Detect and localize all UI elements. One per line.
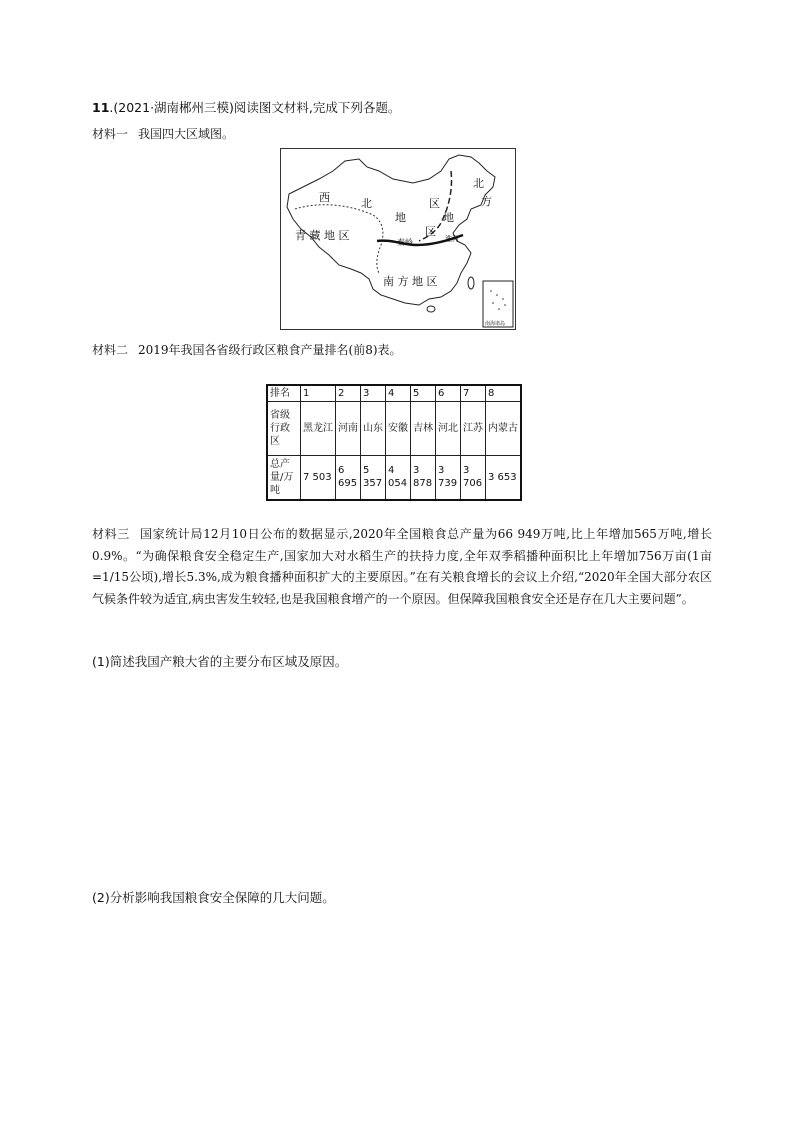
province-cell: 江苏 [461,402,486,456]
map-label-bei2: 北 [473,177,484,190]
island-taiwan [468,277,474,289]
province-cell: 吉林 [411,402,436,456]
province-cell: 内蒙古 [486,402,522,456]
map-label-di1: 地 [395,211,406,224]
map-label-bei: 北 [361,197,372,210]
output-cell: 3 739 [436,456,461,500]
output-cell: 3 706 [461,456,486,500]
map-label-huaihe: 淮河 [445,235,459,243]
province-cell: 河南 [336,402,361,456]
output-cell: 7 503 [301,456,336,500]
rank-cell: 3 [361,385,386,402]
rank-cell: 6 [436,385,461,402]
map-drawing [281,149,515,329]
table-row-output [267,456,521,500]
question-number: 11 [92,100,110,115]
material2-text: 2019年我国各省级行政区粮食产量排名(前8)表。 [138,343,402,357]
map-label-inset: 南海诸岛 [485,321,506,327]
map-label-qu1: 区 [429,197,440,210]
table-header-output: 总产量/万吨 [267,456,301,500]
map-label-fang: 方 [481,195,492,208]
material2-label: 材料二 [92,343,129,357]
map-label-di2: 地 [443,211,454,224]
province-cell: 黑龙江 [301,402,336,456]
map-label-xi: 西 [319,191,330,204]
island-hainan [427,306,435,312]
output-cell: 4 054 [386,456,411,500]
material2-caption [92,341,402,359]
output-cell: 6 695 [336,456,361,500]
rank-cell: 1 [301,385,336,402]
sub-question-2: (2)分析影响我国粮食安全保障的几大问题。 [92,890,335,905]
question-header [92,99,712,117]
grain-output-table [266,384,522,501]
table-row-province [267,402,521,456]
rank-cell: 8 [486,385,522,402]
material1-text: 我国四大区域图。 [138,127,235,141]
china-regions-map [280,148,516,330]
province-cell: 山东 [361,402,386,456]
map-label-nanfang: 南 方 地 区 [383,275,438,288]
material3-label: 材料三 [92,527,130,541]
output-cell: 3 878 [411,456,436,500]
map-label-qingzang: 青 藏 地 区 [295,229,350,242]
rank-cell: 5 [411,385,436,402]
province-cell: 河北 [436,402,461,456]
rank-cell: 2 [336,385,361,402]
table-row-rank [267,385,521,402]
rank-cell: 7 [461,385,486,402]
province-cell: 安徽 [386,402,411,456]
sub-question-1: (1)简述我国产粮大省的主要分布区域及原因。 [92,654,348,669]
output-cell: 3 653 [486,456,522,500]
question-source: .(2021·湖南郴州三模)阅读图文材料,完成下列各题。 [109,100,401,115]
map-label-qu2: 区 [425,225,436,238]
table-header-rank: 排名 [267,385,301,402]
material3-text: 国家统计局12月10日公布的数据显示,2020年全国粮食总产量为66 949万吨,比上年增加565万吨,增长0.9%。“为确保粮食安全稳定生产,国家加大对水稻生产的扶持力度,全年双季稻播种面积比上年增加756万亩(1亩=1/15公顷),增长5.3%,成为粮食播种面积扩大的主要原因。”在有关粮食增长的会议上介绍,“2020年全国大部分农区气候条件较为适宜,病虫害发生较轻,也是我国粮食增产的一个原因。但保障我国粮食安全还是存在几大主要问题”。 [92,527,712,606]
material1-label: 材料一 [92,127,129,141]
rank-cell: 4 [386,385,411,402]
material1-caption [92,125,234,143]
table-header-province: 省级行政区 [267,402,301,456]
material3-paragraph [92,524,712,610]
output-cell: 5 357 [361,456,386,500]
map-label-qinling: 秦岭 [397,238,413,247]
